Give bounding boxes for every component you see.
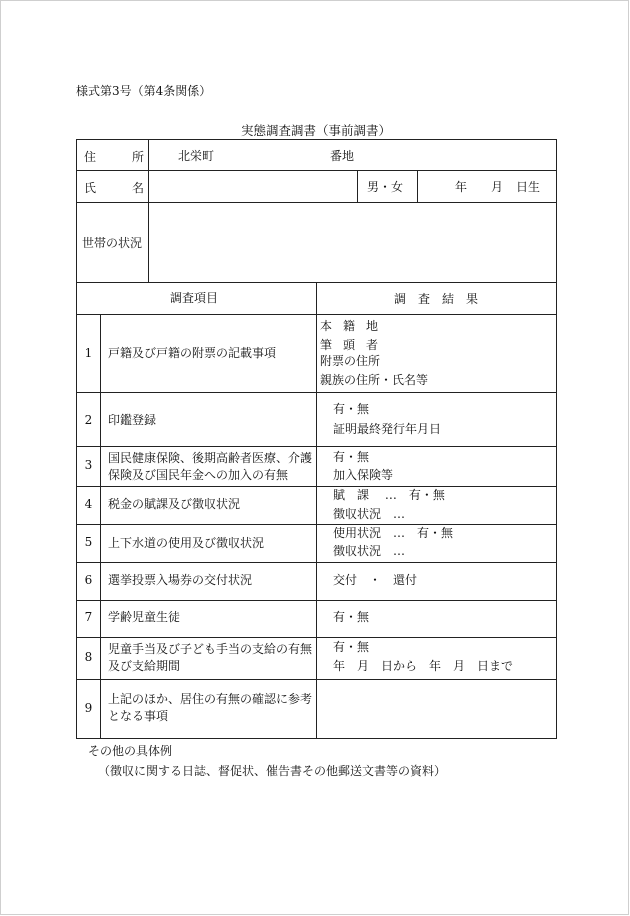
row-number: 8: [84, 650, 93, 664]
result-line: 使用状況 … 有・無: [333, 526, 454, 540]
result-line: 親族の住所・氏名等: [320, 373, 429, 387]
note-heading: その他の具体例: [88, 744, 173, 758]
note-detail: （徴収に関する日誌、督促状、催告書その他郵送文書等の資料）: [98, 764, 447, 778]
row-number: 3: [84, 458, 93, 472]
row-number: 4: [84, 497, 93, 511]
result-line: 証明最終発行年月日: [333, 422, 442, 436]
result-line: 交付 ・ 還付: [333, 573, 418, 587]
row-item: 国民健康保険、後期高齢者医療、介護保険及び国民年金への加入の有無: [108, 451, 313, 482]
result-line: 年 月 日から 年 月 日まで: [333, 659, 514, 673]
row-item: 学齢児童生徒: [108, 610, 181, 624]
result-line: 有・無: [333, 640, 370, 654]
row-item: 税金の賦課及び徴収状況: [108, 497, 241, 511]
row-item: 上記のほか、居住の有無の確認に参考となる事項: [108, 692, 313, 723]
col-divider: [417, 170, 418, 202]
address-label: 住 所: [84, 150, 144, 164]
birth-month-label: 月: [491, 180, 504, 194]
row-item: 児童手当及び子ども手当の支給の有無及び支給期間: [108, 642, 313, 673]
address-town: 北栄町: [178, 149, 215, 163]
birth-year-label: 年: [455, 180, 468, 194]
result-line: 加入保険等: [333, 468, 394, 482]
name-label: 氏 名: [84, 181, 144, 195]
result-line: 徴収状況 …: [333, 544, 406, 558]
col-divider: [100, 314, 101, 739]
result-line: 有・無: [333, 610, 370, 624]
row-item: 上下水道の使用及び徴収状況: [108, 536, 265, 550]
address-lot: 番地: [330, 149, 355, 163]
result-line: 附票の住所: [320, 354, 381, 368]
row-item: 選挙投票入場券の交付状況: [108, 573, 253, 587]
result-line: 有・無: [333, 402, 370, 416]
result-line: 賦 課 … 有・無: [333, 488, 445, 502]
birth-day-label: 日生: [516, 180, 541, 194]
row-item: 戸籍及び戸籍の附票の記載事項: [108, 346, 277, 360]
form-title: 実態調査調書（事前調書）: [240, 123, 391, 138]
row-number: 9: [84, 701, 93, 715]
row-number: 1: [84, 346, 93, 360]
gender-field: 男・女: [367, 180, 404, 194]
col-divider: [148, 139, 149, 282]
row-item: 印鑑登録: [108, 413, 157, 427]
col-header-item: 調査項目: [170, 291, 219, 305]
col-header-result: 調 査 結 果: [394, 292, 478, 306]
row-number: 5: [84, 535, 93, 549]
col-divider: [316, 282, 317, 739]
col-divider: [357, 170, 358, 202]
result-line: 徴収状況 …: [333, 507, 406, 521]
result-line: 有・無: [333, 450, 370, 464]
row-number: 7: [84, 610, 93, 624]
household-label: 世帯の状況: [82, 236, 143, 250]
result-line: 本 籍 地: [320, 319, 378, 333]
result-line: 筆 頭 者: [320, 338, 378, 352]
form-number-label: 様式第3号（第4条関係）: [76, 84, 212, 98]
row-number: 2: [84, 413, 93, 427]
row-number: 6: [84, 573, 93, 587]
